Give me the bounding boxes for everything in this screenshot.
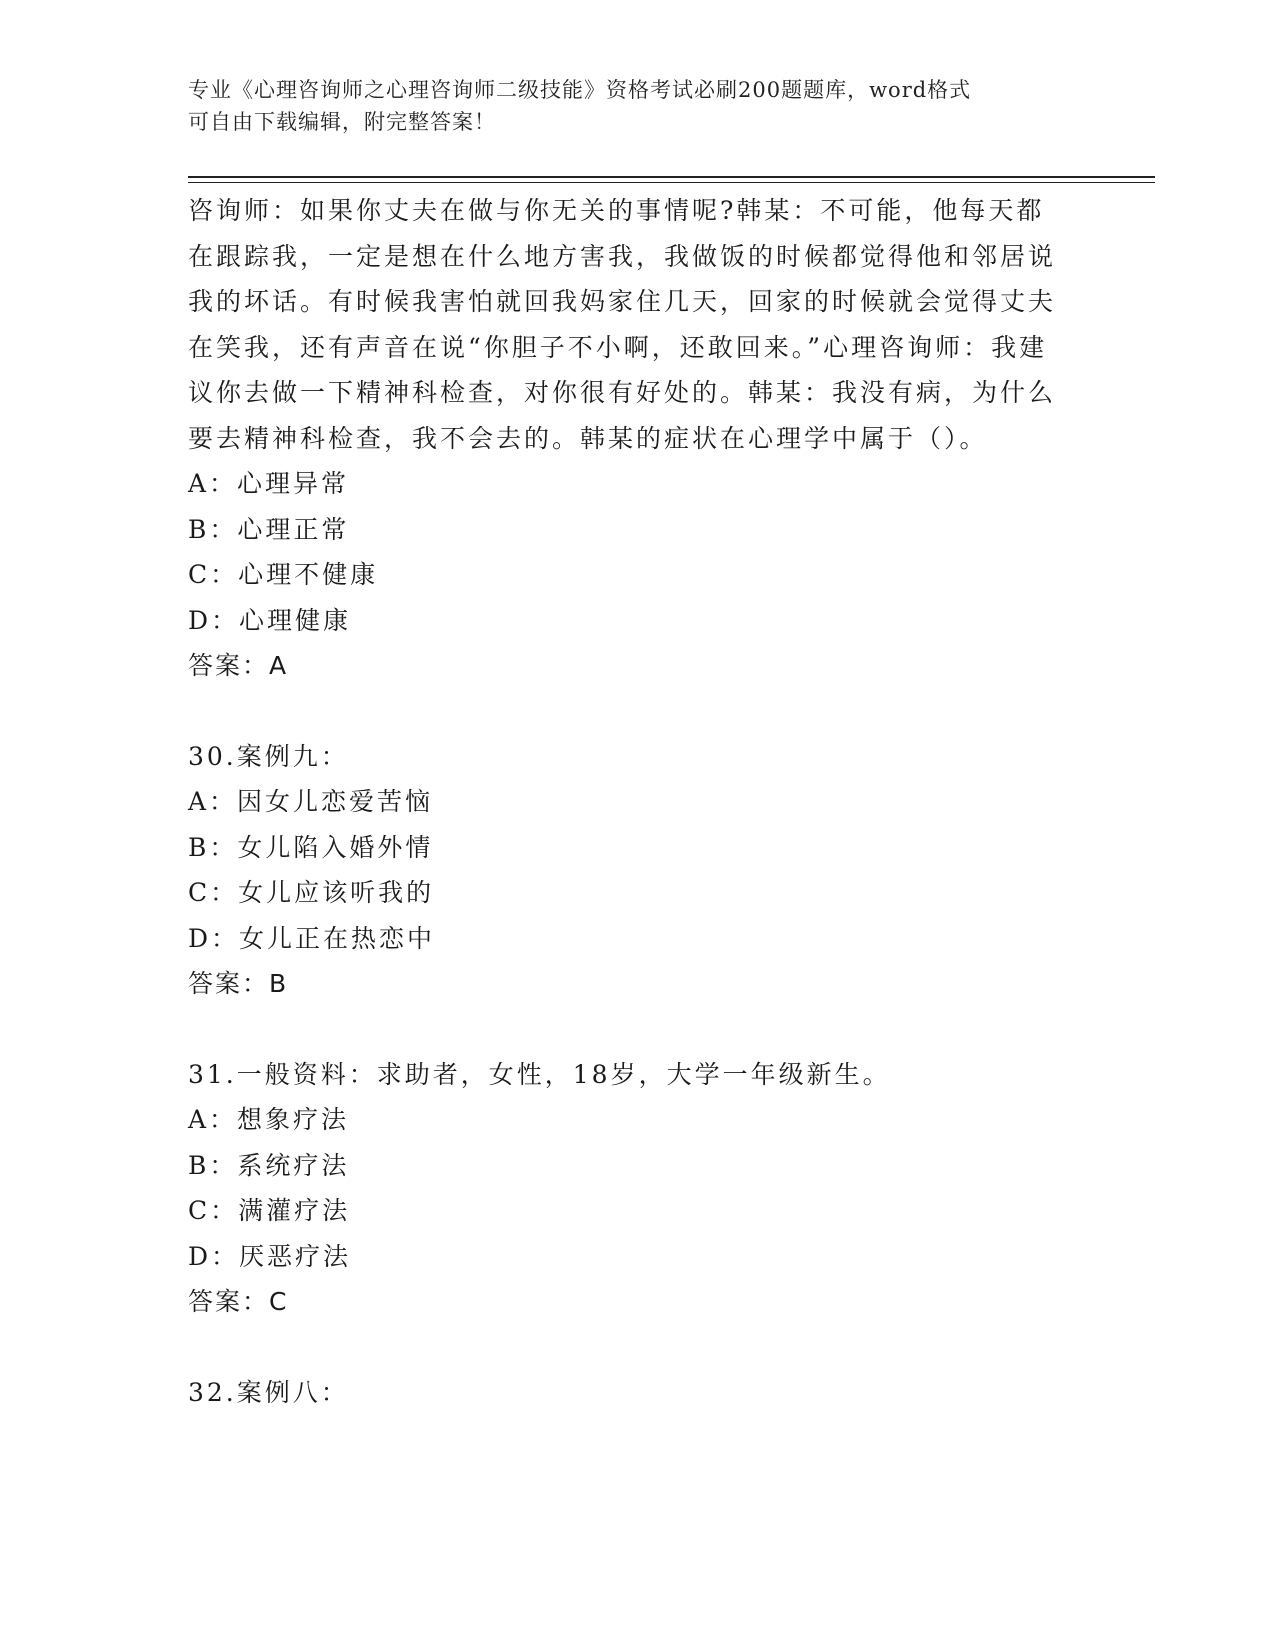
header-divider-thin xyxy=(188,182,1155,183)
option-c: C：满灌疗法 xyxy=(188,1196,351,1225)
answer-line: 答案：C xyxy=(188,1287,289,1316)
question-stem: 32.案例八： xyxy=(188,1377,349,1407)
option-a: A：因女儿恋爱苦恼 xyxy=(188,787,434,816)
option-d: D：厌恶疗法 xyxy=(188,1241,352,1271)
question-list xyxy=(188,188,1088,1415)
answer-line: 答案：B xyxy=(188,969,289,998)
header-title-line2: 可自由下载编辑，附完整答案！ xyxy=(188,110,496,134)
spacer xyxy=(188,1325,1088,1370)
option-d: D：女儿正在热恋中 xyxy=(188,923,436,953)
question-31 xyxy=(188,1052,1088,1325)
option-a: A：心理异常 xyxy=(188,469,350,498)
option-c: C：女儿应该听我的 xyxy=(188,878,435,907)
answer-line: 答案：A xyxy=(188,651,289,680)
spacer xyxy=(188,1007,1088,1052)
question-29 xyxy=(188,188,1088,689)
option-a: A：想象疗法 xyxy=(188,1105,350,1134)
header-title-line1: 专业《心理咨询师之心理咨询师二级技能》资格考试必刷200题题库，word格式 xyxy=(188,78,972,102)
option-d: D：心理健康 xyxy=(188,605,352,635)
option-c: C：心理不健康 xyxy=(188,560,379,589)
header-divider-thick xyxy=(188,176,1155,178)
document-header xyxy=(188,74,1088,138)
question-stem: 咨询师：如果你丈夫在做与你无关的事情呢?韩某：不可能，他每天都在跟踪我，一定是想在什么地方害我，我做饭的时候都觉得他和邻居说我的坏话。有时候我害怕就回我妈家住几天，回家的时候就会觉得丈夫在笑我，还有声音在说“你胆子不小啊，还敢回来。”心理咨询师：我建议你去做一下精神科检查，对你很有好处的。韩某：我没有病，为什么要去精神科检查，我不会去的。韩某的症状在心理学中属于（）。 xyxy=(188,196,1057,453)
question-stem: 30.案例九： xyxy=(188,741,349,771)
spacer xyxy=(188,689,1088,734)
option-b: B：心理正常 xyxy=(188,514,350,544)
option-b: B：女儿陷入婚外情 xyxy=(188,832,434,862)
question-30 xyxy=(188,734,1088,1007)
option-b: B：系统疗法 xyxy=(188,1150,350,1180)
question-32 xyxy=(188,1370,1088,1416)
question-stem: 31.一般资料：求助者，女性，18岁，大学一年级新生。 xyxy=(188,1059,891,1089)
